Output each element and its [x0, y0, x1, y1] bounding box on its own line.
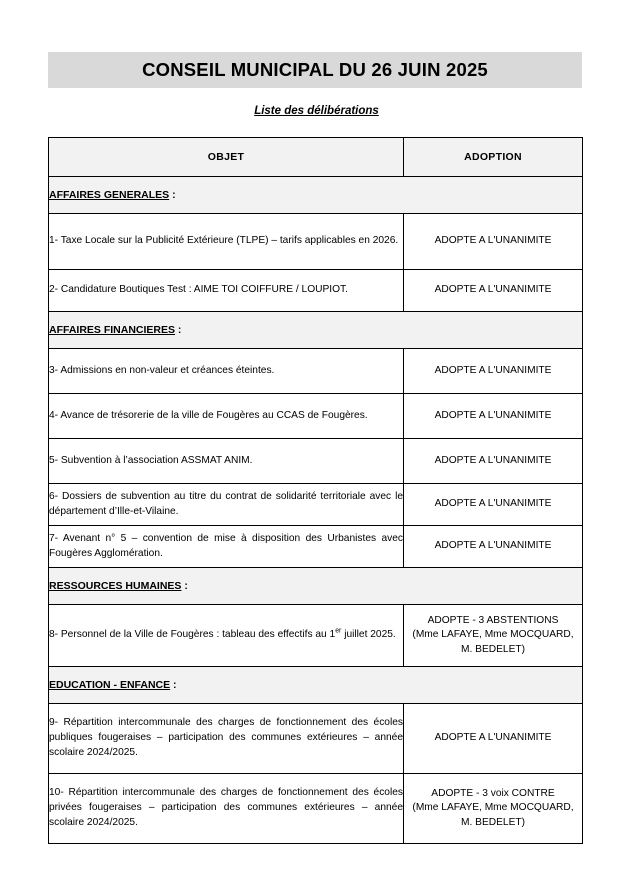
row-adoption: ADOPTE A L'UNANIMITE [404, 214, 583, 270]
row-objet: 2- Candidature Boutiques Test : AIME TOI COIFFURE / LOUPIOT. [49, 270, 404, 312]
deliberations-table [48, 137, 583, 844]
section-label: AFFAIRES GENERALES [49, 189, 170, 201]
section-colon: : [170, 679, 177, 691]
page-title: CONSEIL MUNICIPAL DU 26 JUIN 2025 [142, 59, 488, 80]
section-header-row [49, 177, 583, 214]
row-objet: 9- Répartition intercommunale des charges de fonctionnement des écoles publiques fougeraises – participation des communes extérieures – année scolaire 2024/2025. [49, 704, 404, 774]
row-objet-suffix: juillet 2025. [341, 629, 396, 641]
section-header-affaires-financieres [49, 312, 583, 349]
row-adoption: ADOPTE A L'UNANIMITE [404, 270, 583, 312]
section-colon: : [181, 580, 188, 592]
section-colon: : [175, 324, 182, 336]
table-row [49, 394, 583, 439]
section-colon: : [169, 189, 176, 201]
table-row [49, 349, 583, 394]
row-objet: 10- Répartition intercommunale des charges de fonctionnement des écoles privées fougeraises – participation des communes extérieures – année scolaire 2024/2025. [49, 774, 404, 844]
row-adoption [404, 774, 583, 844]
row-objet-prefix: 8- Personnel de la Ville de Fougères : tableau des effectifs au 1 [49, 629, 336, 641]
table-row [49, 270, 583, 312]
section-label: RESSOURCES HUMAINES [49, 580, 182, 592]
section-header-row [49, 667, 583, 704]
row-adoption: ADOPTE A L'UNANIMITE [404, 526, 583, 568]
section-header-education-enfance [49, 667, 583, 704]
section-header-affaires-generales [49, 177, 583, 214]
row-objet: 4- Avance de trésorerie de la ville de Fougères au CCAS de Fougères. [49, 394, 404, 439]
row-objet [49, 605, 404, 667]
table-row [49, 605, 583, 667]
table-row [49, 484, 583, 526]
table-row [49, 214, 583, 270]
row-objet: 7- Avenant n° 5 – convention de mise à disposition des Urbanistes avec Fougères Agglomération. [49, 526, 404, 568]
table-header-row [49, 138, 583, 177]
section-header-row [49, 568, 583, 605]
section-label: AFFAIRES FINANCIERES [49, 324, 176, 336]
row-adoption-line-1: ADOPTE - 3 voix CONTRE [431, 787, 555, 799]
row-adoption [404, 605, 583, 667]
row-adoption: ADOPTE A L'UNANIMITE [404, 484, 583, 526]
row-objet: 5- Subvention à l’association ASSMAT ANIM. [49, 439, 404, 484]
row-adoption: ADOPTE A L'UNANIMITE [404, 394, 583, 439]
row-adoption-line-3: M. BEDELET) [461, 643, 525, 655]
row-adoption: ADOPTE A L'UNANIMITE [404, 439, 583, 484]
column-header-objet: OBJET [49, 138, 404, 177]
table-row [49, 526, 583, 568]
row-objet: 3- Admissions en non-valeur et créances éteintes. [49, 349, 404, 394]
table-row [49, 774, 583, 844]
table-row [49, 704, 583, 774]
section-header-row [49, 312, 583, 349]
row-objet: 1- Taxe Locale sur la Publicité Extérieure (TLPE) – tarifs applicables en 2026. [49, 214, 404, 270]
row-adoption: ADOPTE A L'UNANIMITE [404, 349, 583, 394]
row-adoption: ADOPTE A L'UNANIMITE [404, 704, 583, 774]
document-title-banner [48, 52, 582, 88]
section-label: EDUCATION - ENFANCE [49, 679, 171, 691]
column-header-adoption: ADOPTION [404, 138, 583, 177]
row-adoption-line-3: M. BEDELET) [461, 816, 525, 828]
document-subtitle-wrapper [0, 101, 633, 119]
table-row [49, 439, 583, 484]
document-subtitle: Liste des délibérations [254, 105, 379, 117]
row-adoption-line-2: (Mme LAFAYE, Mme MOCQUARD, [412, 629, 574, 641]
row-adoption-line-2: (Mme LAFAYE, Mme MOCQUARD, [412, 802, 574, 814]
section-header-ressources-humaines [49, 568, 583, 605]
row-objet-superscript: er [335, 627, 342, 635]
row-adoption-line-1: ADOPTE - 3 ABSTENTIONS [427, 614, 559, 626]
row-objet: 6- Dossiers de subvention au titre du contrat de solidarité territoriale avec le département d’Ille-et-Vilaine. [49, 484, 404, 526]
